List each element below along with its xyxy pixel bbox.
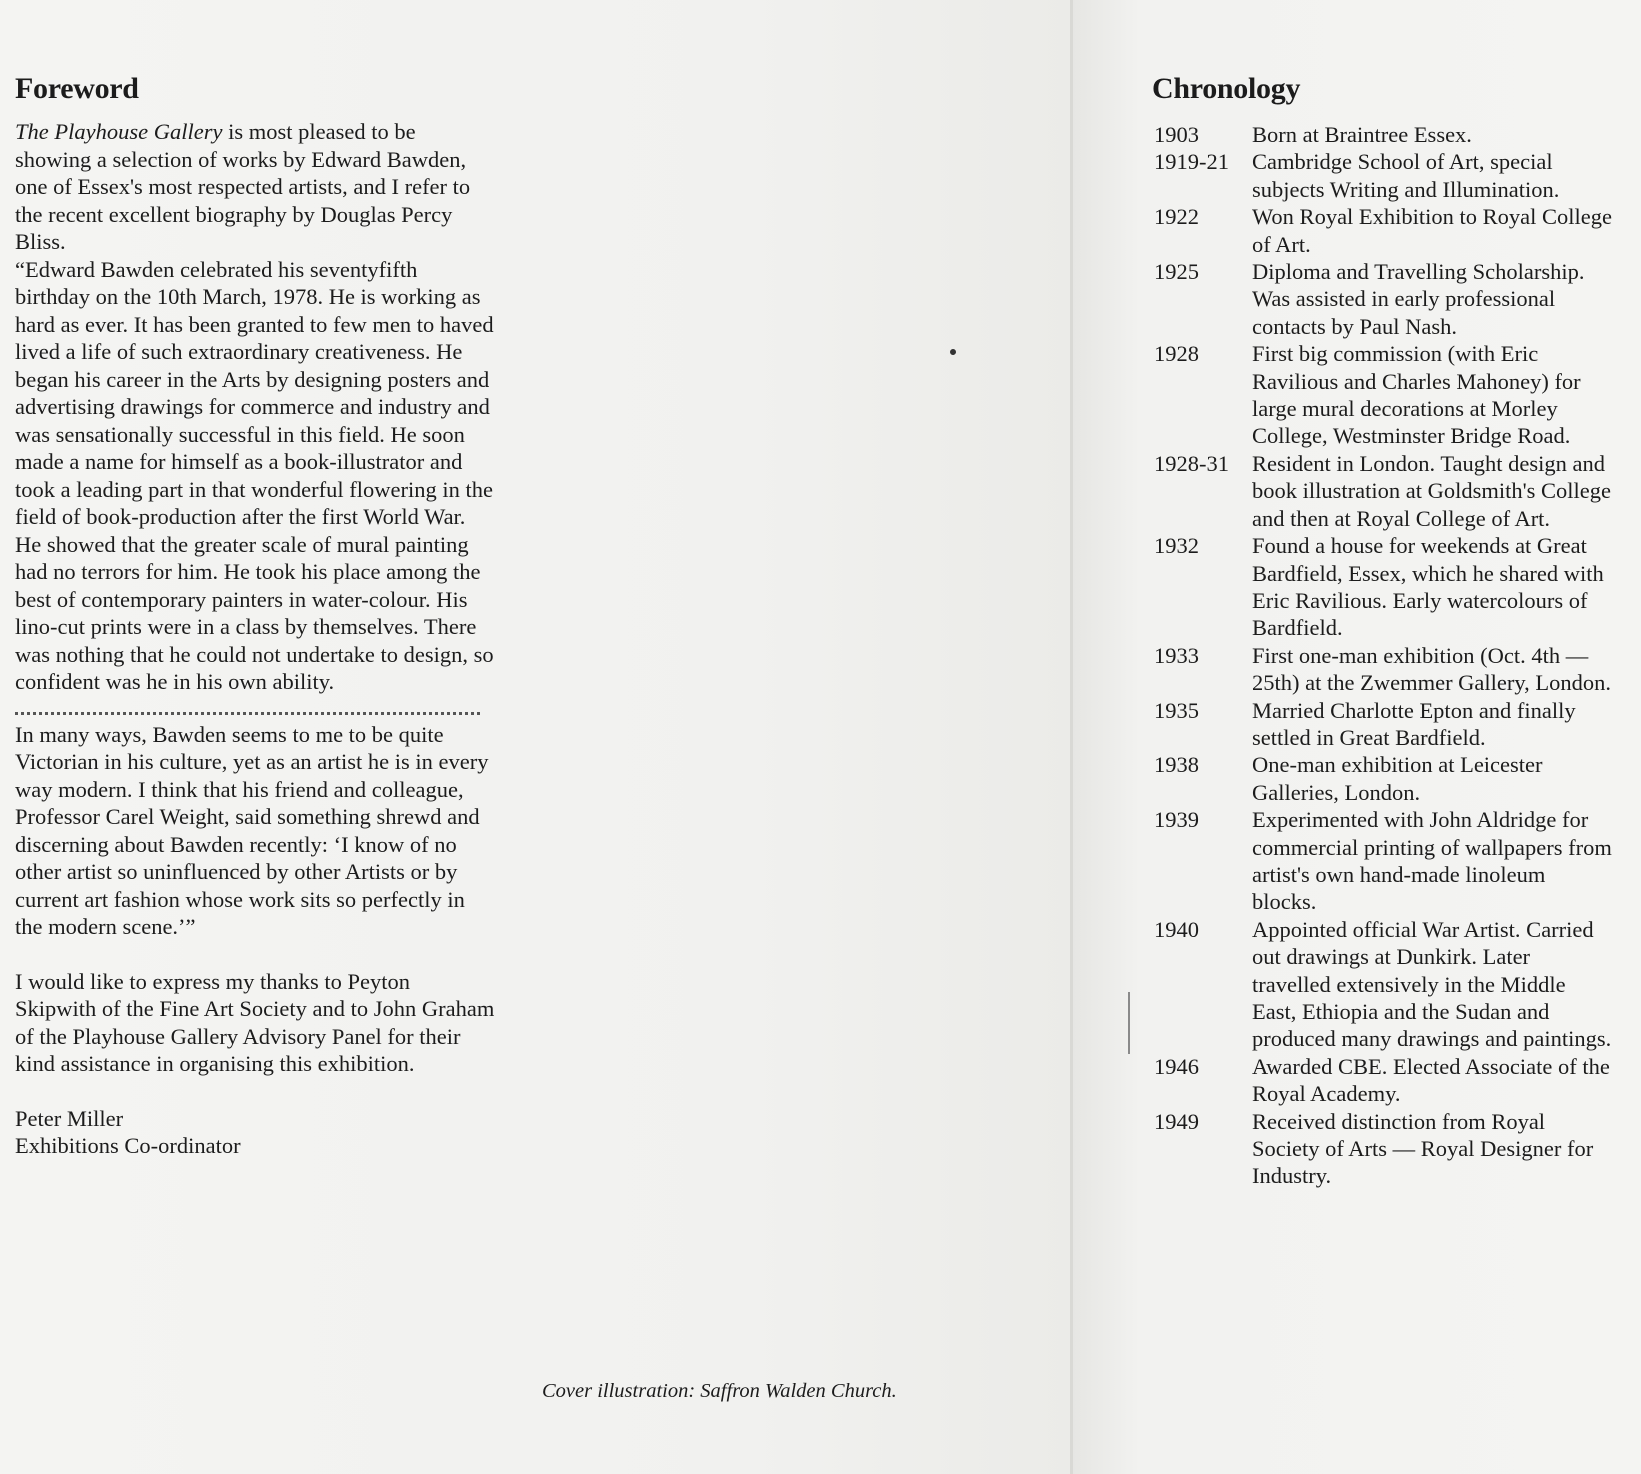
chronology-entry: [1154, 916, 1614, 1053]
chronology-entry: [1154, 806, 1614, 916]
chronology-entry: [1154, 450, 1614, 532]
chronology-year: 1939: [1154, 807, 1199, 833]
signature-name: Peter Miller: [15, 1105, 124, 1131]
chronology-text: Resident in London. Taught design and book illustration at Goldsmith's College and then at Royal College of Art.: [1252, 450, 1612, 531]
chronology-text: Was assisted in early professional contacts by Paul Nash.: [1252, 286, 1556, 339]
pen-mark: [1128, 992, 1130, 1054]
chronology-year: 1932: [1154, 533, 1199, 559]
chronology-entry: [1154, 258, 1614, 285]
chronology-year: 1935: [1154, 697, 1199, 723]
chronology-text: Diploma and Travelling Scholarship.: [1252, 259, 1585, 285]
chronology-text: Experimented with John Aldridge for commercial printing of wallpapers from artist's own hand-made linoleum blocks.: [1252, 807, 1612, 915]
chronology-entry: [1154, 697, 1614, 752]
foreword-intro: [15, 118, 495, 256]
foreword-text: [15, 118, 495, 1160]
chronology-year: 1903: [1154, 122, 1199, 147]
chronology-entry: [1154, 340, 1614, 450]
chronology-year: 1949: [1154, 1108, 1199, 1134]
gallery-name: The Playhouse Gallery: [15, 119, 223, 144]
chronology-entry: [1154, 203, 1614, 258]
chronology-year: 1925: [1154, 259, 1199, 285]
chronology-year: 1928-31: [1154, 450, 1229, 476]
page-fold: [1070, 0, 1073, 1474]
signature-title: Exhibitions Co-ordinator: [15, 1133, 241, 1158]
chronology-text: Born at Braintree Essex.: [1252, 122, 1472, 147]
chronology-year: 1938: [1154, 752, 1199, 778]
signature-block: [15, 1105, 495, 1160]
chronology-text: Awarded CBE. Elected Associate of the Royal Academy.: [1252, 1053, 1610, 1107]
chronology-year: 1933: [1154, 642, 1199, 668]
dotted-divider: [15, 706, 480, 715]
chronology-entry: [1154, 532, 1614, 642]
chronology-text: Received distinction from Royal Society of Arts — Royal Designer for Industry.: [1252, 1108, 1594, 1189]
chronology-text: One-man exhibition at Leicester Galleries, London.: [1252, 752, 1543, 805]
foreword-heading: Foreword: [15, 72, 139, 105]
chronology-entry: [1154, 1053, 1614, 1108]
chronology-text: Won Royal Exhibition to Royal College of Art.: [1252, 204, 1613, 257]
chronology-year: 1919-21: [1154, 149, 1229, 175]
chronology-year: [1154, 285, 1252, 340]
chronology-list: [1154, 121, 1614, 1190]
foreword-intro-rest: is most pleased to be showing a selection of works by Edward Bawden, one of Essex's most respected artists, and I refer to the recent excellent biography by Douglas Percy Bliss.: [15, 119, 471, 254]
chronology-year: 1940: [1154, 916, 1199, 942]
chronology-text: Married Charlotte Epton and finally settled in Great Bardfield.: [1252, 697, 1576, 750]
foreword-thanks: I would like to express my thanks to Peyton Skipwith of the Fine Art Society and to John Graham of the Playhouse Gallery Advisory Panel for their kind assistance in organising this exhibition.: [15, 968, 495, 1076]
chronology-text: First one-man exhibition (Oct. 4th — 25th) at the Zwemmer Gallery, London.: [1252, 642, 1612, 696]
chronology-year: 1946: [1154, 1053, 1199, 1079]
foreword-quote: “Edward Bawden celebrated his seventyfifth birthday on the 10th March, 1978. He is working as hard as ever. It has been granted to few men to haved lived a life of such extraordinary creativeness. He began his career in the Arts by designing posters and advertising drawings for commerce and industry and was sensationally successful in this field. He soon made a name for himself as a book-illustrator and took a leading part in that wonderful flowering in the field of book-production after the first World War. He showed that the greater scale of mural painting had no terrors for him. He took his place among the best of contemporary painters in water-colour. His lino-cut prints were in a class by themselves. There was nothing that he could not undertake to design, so confident was he in his own ability.: [15, 256, 494, 694]
chronology-entry: [1154, 148, 1614, 203]
chronology-entry: [1154, 121, 1614, 148]
chronology-entry: [1154, 751, 1614, 806]
cover-caption: Cover illustration: Saffron Walden Church.: [542, 1380, 897, 1402]
chronology-text: Appointed official War Artist. Carried out drawings at Dunkirk. Later travelled extensively in the Middle East, Ethiopia and the Sudan and produced many drawings and paintings.: [1252, 916, 1612, 1052]
chronology-entry: [1154, 1108, 1614, 1190]
chronology-text: Cambridge School of Art, special subjects Writing and Illumination.: [1252, 149, 1560, 202]
chronology-text: Found a house for weekends at Great Bardfield, Essex, which he shared with Eric Ravilious. Early watercolours of Bardfield.: [1252, 533, 1604, 641]
chronology-entry: [1154, 285, 1614, 340]
chronology-entry: [1154, 642, 1614, 697]
foreword-continuation: In many ways, Bawden seems to me to be quite Victorian in his culture, yet as an artist he is in every way modern. I think that his friend and colleague, Professor Carel Weight, said something shrewd and discerning about Bawden recently: ‘I know of no other artist so uninfluenced by other Artists or by current art fashion whose work sits so perfectly in the modern scene.’”: [15, 721, 489, 939]
chronology-year: 1922: [1154, 204, 1199, 230]
chronology-heading: Chronology: [1152, 72, 1301, 105]
chronology-text: First big commission (with Eric Ravilious and Charles Mahoney) for large mural decorations at Morley College, Westminster Bridge Road.: [1252, 341, 1581, 449]
chronology-year: 1928: [1154, 341, 1199, 367]
